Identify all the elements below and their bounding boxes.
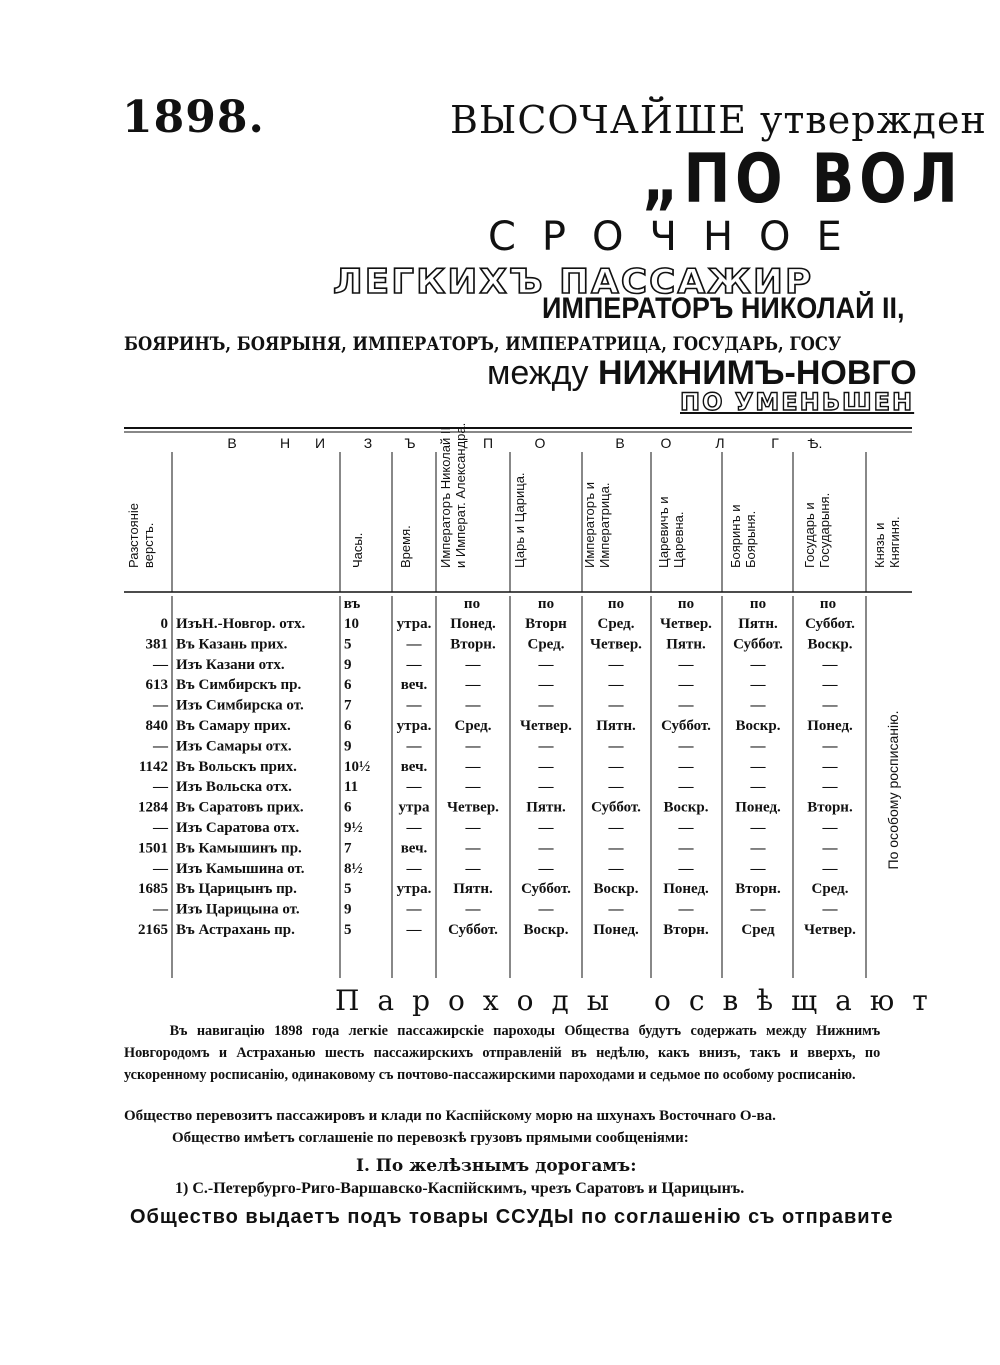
column-header: Бояринъ и: [728, 504, 743, 568]
column-header: Царевичъ и: [656, 496, 671, 568]
time-cell: —: [406, 820, 422, 836]
time-cell: утра.: [396, 718, 432, 734]
day-cell: Вторн.: [663, 922, 709, 938]
column-header: Разстояніе: [126, 502, 141, 568]
reduced-heading: ПО УМЕНЬШЕН: [680, 388, 915, 416]
time-cell: веч.: [400, 840, 428, 857]
day-cell: Вторн: [525, 616, 567, 632]
direction-letter: В: [615, 435, 625, 451]
day-cell: —: [750, 779, 766, 796]
column-header: Часы.: [350, 532, 365, 568]
day-cell: —: [608, 697, 624, 714]
distance-cell: —: [153, 656, 168, 673]
stop-cell: Въ Царицынъ пр.: [176, 881, 297, 898]
column-header: Императоръ Николай II: [438, 426, 453, 568]
hour-cell: 5: [344, 922, 352, 938]
distance-cell: 0: [160, 616, 168, 632]
stop-cell: Изъ Казани отх.: [176, 656, 285, 673]
time-cell: —: [406, 922, 422, 938]
stop-cell: Изъ Саратова отх.: [176, 820, 300, 836]
subheader-cell: по: [819, 596, 837, 612]
table-row: [152, 820, 839, 836]
day-cell: Пятн.: [526, 799, 566, 816]
direction-letter: Н: [279, 435, 291, 451]
day-cell: Воскр.: [663, 799, 709, 816]
table-row: [138, 922, 856, 938]
day-cell: —: [822, 820, 838, 836]
day-cell: Понед.: [807, 718, 853, 734]
day-cell: —: [750, 860, 766, 877]
day-cell: Четвер.: [447, 799, 499, 816]
column-header: Князь и: [872, 522, 887, 568]
time-cell: утра.: [396, 881, 432, 898]
distance-cell: —: [153, 901, 168, 918]
subheader-cell: по: [607, 596, 625, 612]
subheader-cell: въ: [343, 596, 361, 612]
day-cell: Понед.: [663, 881, 709, 898]
direction-letter: Ъ: [404, 435, 416, 451]
day-cell: —: [465, 758, 481, 775]
day-cell: Воскр.: [523, 922, 569, 938]
hour-cell: 6: [344, 799, 352, 816]
day-cell: Суббот.: [661, 718, 711, 734]
day-cell: Вторн.: [450, 636, 496, 653]
hour-cell: 8½: [344, 860, 363, 877]
day-cell: —: [465, 697, 481, 714]
time-cell: утра.: [396, 616, 432, 632]
route-city: НИЖНИМЪ-НОВГО: [597, 354, 917, 392]
table-row: [146, 677, 839, 693]
day-cell: —: [678, 677, 694, 694]
day-cell: —: [538, 677, 554, 694]
day-cell: —: [465, 840, 481, 857]
side-note: По особому росписанію.: [885, 710, 901, 870]
direction-letter: Ѣ.: [807, 435, 823, 451]
table-row: [138, 800, 853, 816]
hour-cell: 6: [344, 677, 352, 694]
column-header: Царевна.: [671, 511, 686, 568]
day-cell: —: [678, 779, 694, 796]
table-row: [152, 902, 839, 918]
distance-cell: 1685: [138, 881, 168, 898]
railways-heading: I. По желѣзнымъ дорогамъ:: [356, 1156, 637, 1176]
time-cell: веч.: [400, 677, 428, 694]
table-row: [152, 738, 839, 754]
time-cell: —: [406, 697, 422, 714]
table-row: [138, 881, 849, 897]
day-cell: —: [822, 901, 838, 918]
time-cell: —: [406, 636, 422, 653]
day-cell: Сред: [741, 922, 775, 938]
stop-cell: Въ Вольскъ прих.: [176, 758, 297, 775]
day-cell: —: [608, 738, 624, 755]
time-cell: —: [406, 656, 422, 673]
column-header: и Императ. Александра.: [453, 422, 468, 568]
day-cell: —: [608, 779, 624, 796]
hour-cell: 11: [344, 779, 359, 796]
day-cell: —: [608, 860, 624, 877]
stop-cell: Изъ Самары отх.: [176, 738, 292, 755]
day-cell: —: [465, 901, 481, 918]
table-row: [139, 759, 839, 775]
day-cell: —: [678, 697, 694, 714]
day-cell: —: [822, 860, 838, 877]
day-cell: —: [750, 738, 766, 755]
day-cell: —: [608, 758, 624, 775]
stop-cell: Изъ Камышина от.: [176, 860, 305, 877]
agreement-paragraph: Общество имѣетъ соглашеніе по перевозкѣ грузовъ прямыми сообщеніями:: [172, 1130, 689, 1146]
table-row: [152, 698, 839, 714]
day-cell: Четвер.: [590, 636, 642, 653]
table-row: [138, 840, 839, 856]
route-prefix: между: [487, 354, 598, 392]
distance-cell: —: [153, 779, 168, 796]
day-cell: Воскр.: [807, 636, 853, 653]
day-cell: —: [750, 820, 766, 836]
day-cell: Вторн.: [735, 881, 781, 898]
day-cell: Четвер.: [520, 718, 572, 734]
day-cell: —: [608, 840, 624, 857]
day-cell: —: [822, 758, 838, 775]
hour-cell: 7: [344, 840, 352, 857]
day-cell: —: [750, 758, 766, 775]
day-cell: Сред.: [527, 636, 565, 653]
subheader-cell: по: [677, 596, 695, 612]
subheader-cell: по: [463, 596, 481, 612]
caspian-paragraph: Общество перевозитъ пассажировъ и клади по Каспійскому морю на шхунахъ Восточнаго О-ва.: [124, 1108, 776, 1124]
day-cell: —: [465, 677, 481, 694]
hour-cell: 9: [344, 738, 352, 755]
distance-cell: 1284: [138, 799, 168, 816]
day-cell: —: [538, 697, 554, 714]
day-cell: —: [538, 901, 554, 918]
direction-letter: О: [534, 435, 546, 451]
stop-cell: Въ Казань прих.: [176, 636, 288, 653]
day-cell: —: [822, 779, 838, 796]
day-cell: —: [538, 656, 554, 673]
table-header: [126, 423, 902, 612]
day-cell: —: [750, 697, 766, 714]
day-cell: —: [538, 860, 554, 877]
distance-cell: 1501: [138, 840, 168, 857]
stop-cell: Изъ Симбирска от.: [176, 697, 304, 714]
column-header: Государь и: [802, 502, 817, 568]
distance-cell: 2165: [138, 922, 168, 938]
direction-letter: П: [482, 435, 494, 451]
day-cell: Сред.: [811, 881, 849, 898]
table-row: [146, 718, 854, 734]
day-cell: —: [678, 840, 694, 857]
hour-cell: 6: [344, 718, 352, 734]
day-cell: Суббот.: [591, 799, 641, 816]
hour-cell: 9: [344, 901, 352, 918]
day-cell: —: [678, 860, 694, 877]
stop-cell: Въ Симбирскъ пр.: [176, 677, 302, 694]
day-cell: —: [608, 677, 624, 694]
day-cell: Сред.: [454, 718, 492, 734]
table-row: [152, 657, 839, 673]
day-cell: —: [822, 677, 838, 694]
day-cell: —: [538, 840, 554, 857]
day-cell: —: [678, 820, 694, 836]
day-cell: Пятн.: [596, 718, 636, 734]
company-title: „ПО ВОЛ: [642, 140, 963, 219]
table-row: [146, 636, 853, 652]
time-cell: —: [406, 779, 422, 796]
hour-cell: 5: [344, 881, 352, 898]
day-cell: —: [538, 779, 554, 796]
stop-cell: Въ Саратовъ прих.: [176, 799, 304, 816]
stop-cell: Изъ Вольска отх.: [176, 779, 292, 796]
day-cell: Пятн.: [666, 636, 706, 653]
stop-cell: Въ Астрахань пр.: [176, 922, 295, 938]
approved-line: ВЫСОЧАЙШЕ утвержден: [450, 98, 987, 142]
day-cell: —: [538, 758, 554, 775]
day-cell: —: [678, 656, 694, 673]
day-cell: Суббот.: [805, 616, 855, 632]
distance-cell: —: [153, 820, 168, 836]
day-cell: —: [465, 656, 481, 673]
hour-cell: 9½: [344, 820, 363, 836]
loans-line: Общество выдаетъ подъ товары ССУДЫ по соглашенію съ отправите: [130, 1206, 894, 1228]
day-cell: Суббот.: [448, 922, 498, 938]
day-cell: —: [465, 860, 481, 877]
srochnoe-heading: СРОЧНОЕ: [488, 214, 868, 260]
time-cell: утра: [398, 799, 430, 816]
day-cell: —: [608, 901, 624, 918]
column-header: Время.: [398, 525, 413, 568]
day-cell: —: [822, 840, 838, 857]
distance-cell: —: [153, 697, 168, 714]
distance-cell: 381: [145, 636, 168, 653]
day-cell: Суббот.: [733, 636, 783, 653]
steamer-names-line: БОЯРИНЪ, БОЯРЫНЯ, ИМПЕРАТОРЪ, ИМПЕРАТРИЦА, ГОСУДАРЬ, ГОСУ: [124, 333, 842, 355]
day-cell: Понед.: [450, 616, 496, 632]
day-cell: Четвер.: [660, 616, 712, 632]
day-cell: —: [678, 758, 694, 775]
day-cell: —: [538, 820, 554, 836]
hour-cell: 10½: [344, 758, 371, 775]
column-header: Императоръ и: [582, 482, 597, 568]
year: 1898.: [122, 92, 265, 143]
column-header: Княгиня.: [887, 516, 902, 568]
distance-cell: 613: [145, 677, 168, 694]
time-cell: веч.: [400, 758, 428, 775]
day-cell: —: [822, 697, 838, 714]
stop-cell: Изъ Царицына от.: [176, 901, 300, 918]
railway-item-1: 1) С.-Петербурго-Риго-Варшавско-Каспійскимъ, чрезъ Саратовъ и Царицынъ.: [175, 1180, 745, 1197]
direction-letter: И: [314, 435, 326, 451]
distance-cell: —: [153, 738, 168, 755]
passenger-heading: ЛЕГКИХЪ ПАССАЖИР: [333, 262, 814, 302]
stop-cell: Въ Камышинъ пр.: [176, 840, 302, 857]
day-cell: Понед.: [735, 799, 781, 816]
day-cell: Воскр.: [593, 881, 639, 898]
hour-cell: 7: [344, 697, 352, 714]
hour-cell: 9: [344, 656, 352, 673]
direction-letter: О: [660, 435, 672, 451]
direction-letter: Г: [771, 435, 779, 451]
stop-cell: ИзъН.-Новгор. отх.: [176, 616, 306, 632]
day-cell: —: [750, 656, 766, 673]
steamers-light-heading: Пароходы освѣщают: [335, 984, 946, 1017]
distance-cell: 1142: [138, 758, 168, 775]
table-row: [161, 616, 856, 632]
navigation-paragraph: Въ навигацію 1898 года легкіе пассажирскіе пароходы Общества будутъ содержать между Нижнимъ Новгородомъ и Астраханью шесть пассажирскихъ отправленій въ недѣлю, какъ внизъ, такъ и вверхъ, по ускоренному росписанію, одинаковому съ почтово-пассажирскими пароходами и седьмое по особому росписанію.: [124, 1023, 881, 1083]
direction-letter: З: [363, 435, 373, 451]
subheader-cell: по: [537, 596, 555, 612]
day-cell: —: [465, 738, 481, 755]
day-cell: Воскр.: [735, 718, 781, 734]
day-cell: Пятн.: [738, 616, 778, 632]
day-cell: Пятн.: [453, 881, 493, 898]
subheader-cell: по: [749, 596, 767, 612]
direction-letter: В: [227, 435, 237, 451]
column-header: Царь и Царица.: [512, 472, 527, 568]
hour-cell: 10: [344, 616, 359, 632]
direction-letter: Л: [715, 435, 725, 451]
time-cell: —: [406, 738, 422, 755]
day-cell: —: [822, 656, 838, 673]
day-cell: —: [750, 677, 766, 694]
day-cell: —: [538, 738, 554, 755]
time-cell: —: [406, 901, 422, 918]
emperor-steamer-name: ИМПЕРАТОРЪ НИКОЛАЙ II,: [542, 292, 905, 325]
table-body: [138, 616, 901, 938]
day-cell: Суббот.: [521, 881, 571, 898]
stop-cell: Въ Самару прих.: [176, 718, 291, 734]
distance-cell: 840: [145, 718, 168, 734]
column-header: верстъ.: [141, 522, 156, 568]
hour-cell: 5: [344, 636, 352, 653]
day-cell: —: [678, 738, 694, 755]
day-cell: —: [822, 738, 838, 755]
day-cell: —: [750, 840, 766, 857]
column-header: Императрица.: [597, 482, 612, 568]
time-cell: —: [406, 860, 422, 877]
day-cell: —: [750, 901, 766, 918]
day-cell: —: [465, 779, 481, 796]
day-cell: —: [608, 656, 624, 673]
table-row: [152, 861, 839, 877]
day-cell: Вторн.: [807, 799, 853, 816]
column-header: Боярыня.: [743, 510, 758, 568]
day-cell: Сред.: [597, 616, 635, 632]
day-cell: —: [608, 820, 624, 836]
distance-cell: —: [153, 860, 168, 877]
table-row: [152, 779, 839, 795]
day-cell: Четвер.: [804, 922, 856, 938]
day-cell: —: [678, 901, 694, 918]
day-cell: Понед.: [593, 922, 639, 938]
column-header: Государыня.: [817, 492, 832, 568]
day-cell: —: [465, 820, 481, 836]
